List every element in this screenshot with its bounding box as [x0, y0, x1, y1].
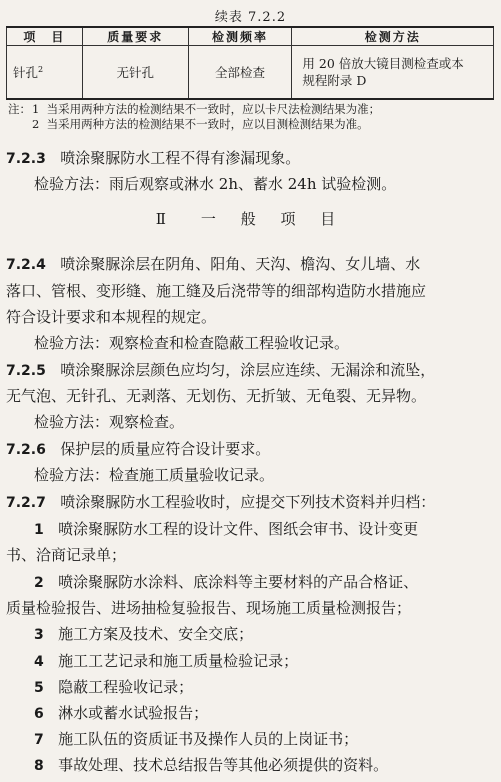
clause-check: 检验方法：检查施工质量验收记录。 [34, 466, 275, 484]
list-number: 4 [34, 654, 44, 670]
list-number: 3 [34, 627, 44, 643]
clause-number: 7.2.7 [6, 495, 46, 511]
clause-check: 检验方法：观察检查和检查隐蔽工程验收记录。 [34, 334, 350, 352]
col-header-requirement: 质量要求 [82, 27, 188, 46]
clause-number: 7.2.5 [6, 363, 46, 379]
list-item [34, 755, 388, 776]
clause-text: 喷涂聚脲涂层颜色应均匀，涂层应连续、无漏涂和流坠， [60, 361, 436, 379]
inspection-table [6, 26, 494, 100]
note-1 [8, 102, 380, 117]
section-heading: Ⅱ 一 般 项 目 [155, 210, 346, 228]
clause-number: 7.2.6 [6, 442, 46, 458]
cell-frequency: 全部检查 [188, 46, 292, 100]
col-header-item: 项 目 [7, 27, 83, 46]
clause-line: 落口、管根、变形缝、施工缝及后浇带等的细部构造防水措施应 [6, 282, 427, 300]
col-header-frequency: 检测频率 [188, 27, 292, 46]
note-text: 当采用两种方法的检测结果不一致时，应以目测检测结果为准。 [46, 117, 369, 131]
clause-text: 喷涂聚脲防水工程验收时，应提交下列技术资料并归档： [60, 493, 436, 511]
table-header-row [7, 27, 494, 46]
list-number: 2 [34, 575, 44, 591]
clause-check: 检验方法：观察检查。 [34, 413, 185, 431]
clause-text: 喷涂聚脲防水工程不得有渗漏现象。 [60, 149, 301, 167]
clause-7-2-6 [6, 439, 270, 460]
cell-method [292, 46, 494, 100]
list-number: 7 [34, 732, 44, 748]
list-item [34, 729, 358, 750]
clause-7-2-7 [6, 492, 435, 513]
list-text: 事故处理、技术总结报告等其他必须提供的资料。 [58, 756, 389, 774]
list-text: 淋水或蓄水试验报告； [58, 704, 209, 722]
list-item [34, 651, 298, 672]
clause-line: 无气泡、无针孔、无剥落、无划伤、无折皱、无龟裂、无异物。 [6, 387, 427, 405]
clause-7-2-5 [6, 360, 435, 381]
cell-method-line2: 规程附录 D [302, 73, 367, 88]
clause-7-2-4 [6, 254, 420, 275]
list-number: 5 [34, 680, 44, 696]
note-2 [8, 117, 380, 132]
note-label: 注： [8, 102, 31, 116]
list-text: 施工方案及技术、安全交底； [58, 625, 254, 643]
note-text: 当采用两种方法的检测结果不一致时，应以卡尺法检测结果为准； [46, 102, 381, 116]
clause-text: 喷涂聚脲涂层在阴角、阳角、天沟、檐沟、女儿墙、水 [60, 255, 421, 273]
clause-line: 符合设计要求和本规程的规定。 [6, 308, 217, 326]
table-row [7, 46, 494, 100]
table-notes [8, 102, 380, 132]
clause-number: 7.2.3 [6, 151, 46, 167]
table-caption: 续表 7.2.2 [214, 10, 287, 25]
cell-item-sup: 2 [38, 64, 44, 74]
cell-item [7, 46, 83, 100]
clause-7-2-3 [6, 148, 300, 169]
clause-check: 检验方法：雨后观察或淋水 2h、蓄水 24h 试验检测。 [34, 175, 397, 193]
list-text: 喷涂聚脲防水涂料、底涂料等主要材料的产品合格证、 [58, 573, 419, 591]
list-text: 隐蔽工程验收记录； [58, 678, 194, 696]
clause-text: 保护层的质量应符合设计要求。 [60, 440, 271, 458]
note-num: 2 [32, 117, 40, 131]
note-num: 1 [32, 102, 40, 116]
col-header-method: 检测方法 [292, 27, 494, 46]
cell-method-line1: 用 20 倍放大镜目测检查或本 [302, 56, 464, 71]
list-number: 8 [34, 758, 44, 774]
clause-number: 7.2.4 [6, 257, 46, 273]
cell-item-text: 针孔 [13, 65, 39, 80]
list-item [34, 519, 418, 540]
list-item-cont: 质量检验报告、进场抽检复验报告、现场施工质量检测报告； [6, 599, 412, 617]
list-number: 1 [34, 522, 44, 538]
list-item [34, 572, 418, 593]
list-item [34, 624, 253, 645]
cell-requirement: 无针孔 [82, 46, 188, 100]
list-text: 施工工艺记录和施工质量检验记录； [58, 652, 299, 670]
list-item-cont: 书、洽商记录单； [6, 546, 127, 564]
list-text: 喷涂聚脲防水工程的设计文件、图纸会审书、设计变更 [58, 520, 419, 538]
list-number: 6 [34, 706, 44, 722]
list-item [34, 703, 208, 724]
list-item [34, 677, 193, 698]
list-text: 施工队伍的资质证书及操作人员的上岗证书； [58, 730, 359, 748]
